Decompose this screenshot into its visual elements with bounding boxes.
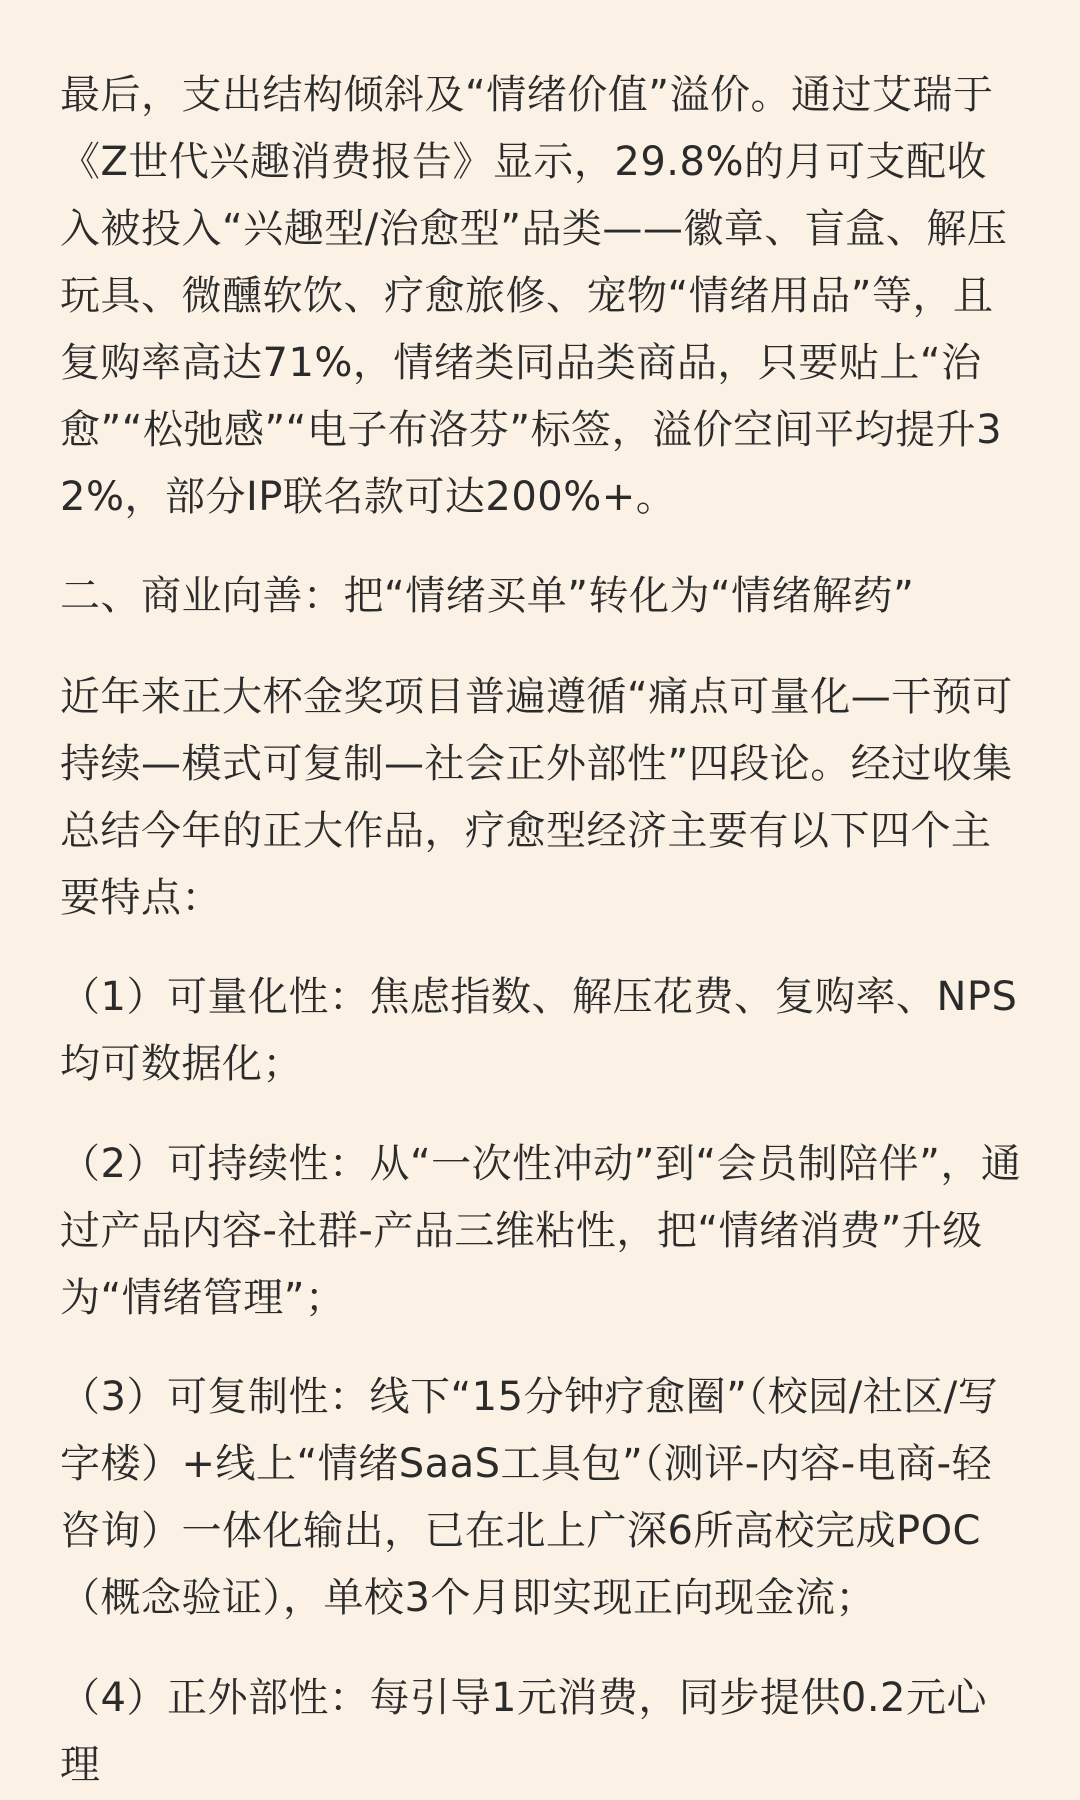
feature-item-2: （2）可持续性：从“一次性冲动”到“会员制陪伴”，通过产品内容-社群-产品三维粘性，把“情绪消费”升级为“情绪管理”； (60, 1141, 1022, 1321)
section-body-paragraph: 近年来正大杯金奖项目普遍遵循“痛点可量化—干预可持续—模式可复制—社会正外部性”四段论。经过收集总结今年的正大作品，疗愈型经济主要有以下四个主要特点： (60, 674, 1013, 921)
intro-paragraph: 最后，支出结构倾斜及“情绪价值”溢价。通过艾瑞于《Z世代兴趣消费报告》显示，29.8%的月可支配收入被投入“兴趣型/治愈型”品类——徽章、盲盒、解压玩具、微醺软饮、疗愈旅修、宠物“情绪用品”等，且复购率高达71%，情绪类同品类商品，只要贴上“治愈”“松弛感”“电子布洛芬”标签，溢价空间平均提升32%，部分IP联名款可达200%+。 (60, 72, 1008, 520)
feature-item-4: （4）正外部性：每引导1元消费，同步提供0.2元心理 (60, 1675, 988, 1788)
section-heading: 二、商业向善：把“情绪买单”转化为“情绪解药” (60, 573, 915, 619)
feature-item-3: （3）可复制性：线下“15分钟疗愈圈”（校园/社区/写字楼）+线上“情绪SaaS工具包”（测评-内容-电商-轻咨询）一体化输出，已在北上广深6所高校完成POC（概念验证），单校3个月即实现正向现金流； (60, 1374, 999, 1621)
feature-item-1: （1）可量化性：焦虑指数、解压花费、复购率、NPS均可数据化； (60, 974, 1018, 1087)
